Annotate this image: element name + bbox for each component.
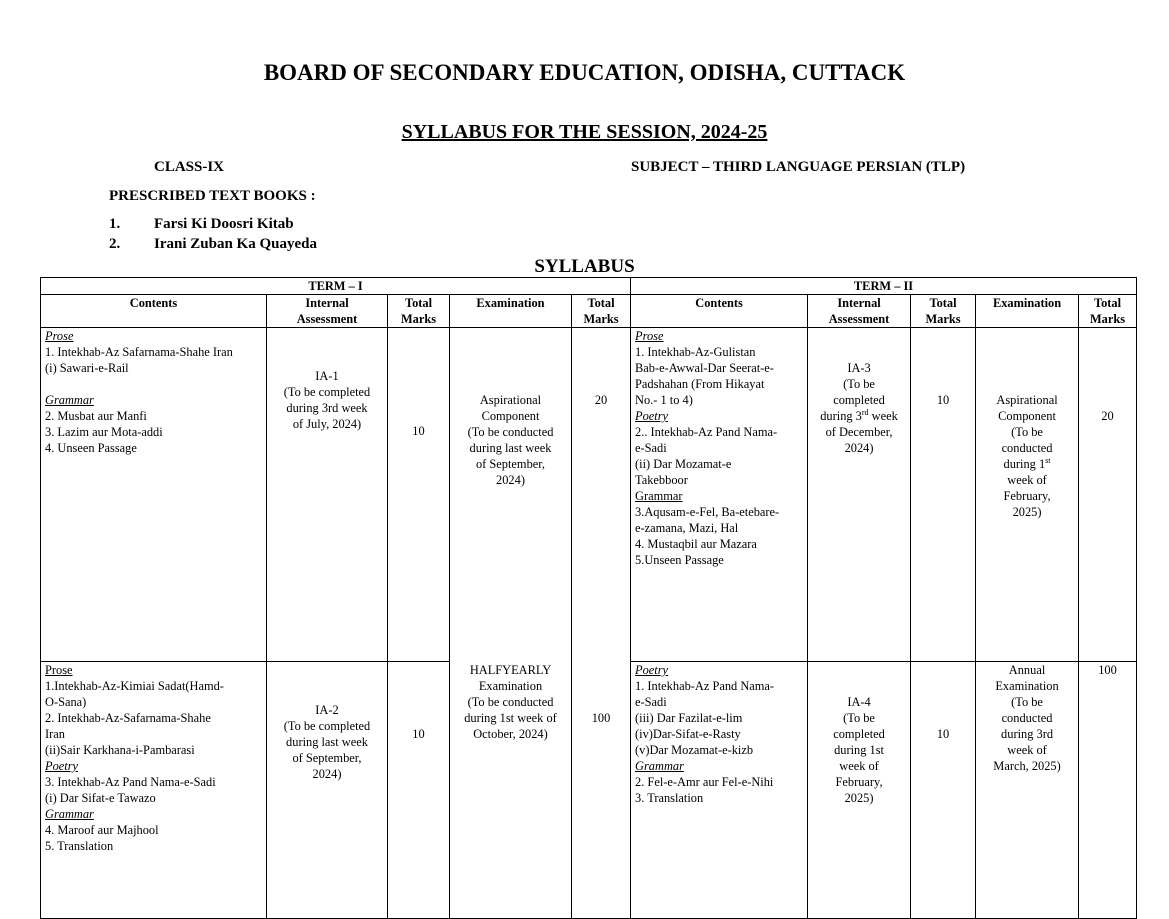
cell-line: (To be bbox=[1011, 425, 1043, 439]
content-line: 2. Fel-e-Amr aur Fel-e-Nihi bbox=[635, 775, 774, 789]
content-line: Iran bbox=[45, 727, 65, 741]
t2r2-exam bbox=[976, 662, 1079, 919]
section-label: Grammar bbox=[635, 759, 684, 773]
cell-line: February, bbox=[835, 775, 883, 789]
cell-line: completed bbox=[833, 393, 885, 407]
col-exam: Examination bbox=[450, 295, 572, 328]
subject-label: SUBJECT – THIRD LANGUAGE PERSIAN (TLP) bbox=[631, 159, 966, 175]
t1r1-ia bbox=[267, 328, 388, 662]
t2r1-ia: IA-3 (To be completed during 3rd week of December, 2024) bbox=[808, 328, 911, 662]
cell-line: 2024) bbox=[496, 473, 525, 487]
content-line: Padshahan (From Hikayat bbox=[635, 377, 765, 391]
cell-line: (To be bbox=[843, 711, 875, 725]
t1r1-exam bbox=[450, 328, 572, 662]
content-line bbox=[45, 376, 262, 392]
cell-line: (To be bbox=[1011, 695, 1043, 709]
syllabus-table bbox=[40, 277, 1137, 919]
cell-line: during 1st bbox=[834, 743, 884, 757]
content-line: 1.Intekhab-Az-Kimiai Sadat(Hamd- bbox=[45, 679, 224, 693]
cell-line: Component bbox=[481, 409, 540, 423]
section-label: Prose bbox=[635, 329, 664, 343]
term1-header: TERM – I bbox=[41, 278, 631, 295]
cell-line: week of bbox=[1007, 473, 1047, 487]
cell-line: 2025) bbox=[844, 791, 874, 805]
cell-line: week of bbox=[839, 759, 879, 773]
col-total: Total Marks bbox=[1079, 295, 1137, 328]
cell-line: (To be bbox=[843, 377, 875, 391]
col-internal: Internal Assessment bbox=[808, 295, 911, 328]
book-title: Irani Zuban Ka Quayeda bbox=[154, 236, 317, 252]
session-title: SYLLABUS FOR THE SESSION, 2024-25 bbox=[401, 121, 768, 143]
cell-line: of July, 2024) bbox=[292, 417, 362, 431]
col-internal: Internal Assessment bbox=[267, 295, 388, 328]
content-line: (i) Dar Sifat-e Tawazo bbox=[45, 791, 156, 805]
section-label: Poetry bbox=[45, 759, 79, 773]
col-total: Total Marks bbox=[572, 295, 631, 328]
section-label: Grammar bbox=[45, 807, 94, 821]
content-line: Takebboor bbox=[635, 473, 688, 487]
content-line: 2. Musbat aur Manfi bbox=[45, 409, 147, 423]
content-line: 2. Intekhab-Az-Safarnama-Shahe bbox=[45, 711, 211, 725]
t1r1-exam-marks: 20 bbox=[572, 328, 631, 662]
content-line: (ii)Sair Karkhana-i-Pambarasi bbox=[45, 743, 195, 757]
content-line: e-zamana, Mazi, Hal bbox=[635, 521, 739, 535]
col-contents: Contents bbox=[631, 295, 808, 328]
column-header-row bbox=[41, 295, 1137, 328]
content-line: (iii) Dar Fazilat-e-lim bbox=[635, 711, 743, 725]
cell-line: 2025) bbox=[1012, 505, 1042, 519]
board-title: BOARD OF SECONDARY EDUCATION, ODISHA, CUTTACK bbox=[263, 60, 906, 85]
book-number: 1. bbox=[109, 216, 121, 232]
t1r2-exam bbox=[450, 662, 572, 919]
content-line: e-Sadi bbox=[635, 441, 667, 455]
t2r1-exam: Aspirational Component (To be conducted during 1st week of February, 2025) bbox=[976, 328, 1079, 662]
section-label: Poetry bbox=[635, 663, 669, 677]
t1r2-ia-marks: 10 bbox=[388, 662, 450, 919]
cell-line: 2024) bbox=[844, 441, 874, 455]
section-label: Prose bbox=[45, 663, 73, 677]
cell-line: IA-2 bbox=[315, 703, 339, 717]
table-row bbox=[41, 662, 1137, 919]
content-line: 3.Aqusam-e-Fel, Ba-etebare- bbox=[635, 505, 780, 519]
content-line: 5.Unseen Passage bbox=[635, 553, 724, 567]
content-line: (iv)Dar-Sifat-e-Rasty bbox=[635, 727, 741, 741]
cell-line: of September, bbox=[475, 457, 545, 471]
cell-line: Examination bbox=[995, 679, 1059, 693]
cell-line: week of bbox=[1007, 743, 1047, 757]
t2r2-ia-marks: 10 bbox=[911, 662, 976, 919]
book-item bbox=[109, 216, 294, 233]
content-line: 4. Unseen Passage bbox=[45, 441, 137, 455]
book-title: Farsi Ki Doosri Kitab bbox=[154, 216, 294, 232]
cell-line: Examination bbox=[478, 678, 543, 693]
cell-line: February, bbox=[1003, 489, 1051, 503]
cell-line: March, 2025) bbox=[993, 759, 1061, 773]
content-line: 4. Mustaqbil aur Mazara bbox=[635, 537, 757, 551]
section-label: Grammar bbox=[635, 489, 683, 503]
cell-line: during 3rd week bbox=[286, 401, 368, 415]
book-item bbox=[109, 236, 317, 253]
col-total: Total Marks bbox=[388, 295, 450, 328]
section-label: Poetry bbox=[635, 409, 669, 423]
content-line: 1. Intekhab-Az Safarnama-Shahe Iran bbox=[45, 345, 233, 359]
cell-line: HALFYEARLY bbox=[469, 662, 552, 677]
section-label: Prose bbox=[45, 329, 74, 343]
content-line: 3. Lazim aur Mota-addi bbox=[45, 425, 163, 439]
cell-line: IA-1 bbox=[315, 369, 339, 383]
content-line: 5. Translation bbox=[45, 839, 114, 853]
cell-line: October, 2024) bbox=[473, 726, 548, 741]
cell-line: IA-3 bbox=[847, 361, 871, 375]
content-line: (i) Sawari-e-Rail bbox=[45, 361, 129, 375]
content-line: 4. Maroof aur Majhool bbox=[45, 823, 159, 837]
cell-line: conducted bbox=[1001, 441, 1053, 455]
content-line: 1. Intekhab-Az Pand Nama- bbox=[635, 679, 775, 693]
cell-line: Aspirational bbox=[479, 393, 542, 407]
cell-line: during last week bbox=[469, 441, 552, 455]
t2r2-ia bbox=[808, 662, 911, 919]
content-line: e-Sadi bbox=[635, 695, 667, 709]
t2r1-ia-marks: 10 bbox=[911, 328, 976, 662]
content-line: 1. Intekhab-Az-Gulistan bbox=[635, 345, 756, 359]
t2r2-exam-marks: 100 bbox=[1079, 662, 1137, 919]
col-exam: Examination bbox=[976, 295, 1079, 328]
cell-line: during last week bbox=[286, 735, 368, 749]
content-line: 3. Translation bbox=[635, 791, 704, 805]
content-line: (ii) Dar Mozamat-e bbox=[635, 457, 732, 471]
cell-line: of December, bbox=[825, 425, 893, 439]
content-line: O-Sana) bbox=[45, 695, 87, 709]
content-line: No.- 1 to 4) bbox=[635, 393, 693, 407]
col-contents: Contents bbox=[41, 295, 267, 328]
table-row bbox=[41, 328, 1137, 662]
cell-line: (To be completed bbox=[283, 719, 371, 733]
t1r1-contents bbox=[41, 328, 267, 662]
content-line: 3. Intekhab-Az Pand Nama-e-Sadi bbox=[45, 775, 216, 789]
cell-line: completed bbox=[833, 727, 885, 741]
t2r2-contents bbox=[631, 662, 808, 919]
cell-line: (To be conducted bbox=[467, 425, 554, 439]
t1r2-contents bbox=[41, 662, 267, 919]
content-line: Bab-e-Awwal-Dar Seerat-e- bbox=[635, 361, 774, 375]
cell-line: Component bbox=[998, 409, 1056, 423]
cell-line: during 3rd bbox=[1001, 727, 1054, 741]
content-line: (v)Dar Mozamat-e-kizb bbox=[635, 743, 754, 757]
cell-line: during 1st week of bbox=[464, 710, 557, 725]
term2-header: TERM – II bbox=[631, 278, 1137, 295]
section-label: Grammar bbox=[45, 393, 94, 407]
syllabus-heading: SYLLABUS bbox=[534, 256, 635, 277]
cell-line: 2024) bbox=[312, 767, 342, 781]
cell-line: of September, bbox=[292, 751, 362, 765]
t2r1-contents bbox=[631, 328, 808, 662]
t1r2-ia bbox=[267, 662, 388, 919]
class-label: CLASS-IX bbox=[154, 159, 225, 175]
t2r1-exam-marks: 20 bbox=[1079, 328, 1137, 662]
t1r1-ia-marks: 10 bbox=[388, 328, 450, 662]
prescribed-heading: PRESCRIBED TEXT BOOKS : bbox=[109, 188, 316, 204]
book-number: 2. bbox=[109, 236, 121, 252]
cell-line: Aspirational bbox=[996, 393, 1058, 407]
cell-line: IA-4 bbox=[847, 695, 871, 709]
content-line: 2.. Intekhab-Az Pand Nama- bbox=[635, 425, 778, 439]
cell-line: conducted bbox=[1001, 711, 1053, 725]
cell-line: (To be completed bbox=[283, 385, 371, 399]
t1r2-exam-marks: 100 bbox=[572, 662, 631, 919]
cell-line: (To be conducted bbox=[467, 694, 554, 709]
cell-line: Annual bbox=[1008, 663, 1046, 677]
col-total: Total Marks bbox=[911, 295, 976, 328]
